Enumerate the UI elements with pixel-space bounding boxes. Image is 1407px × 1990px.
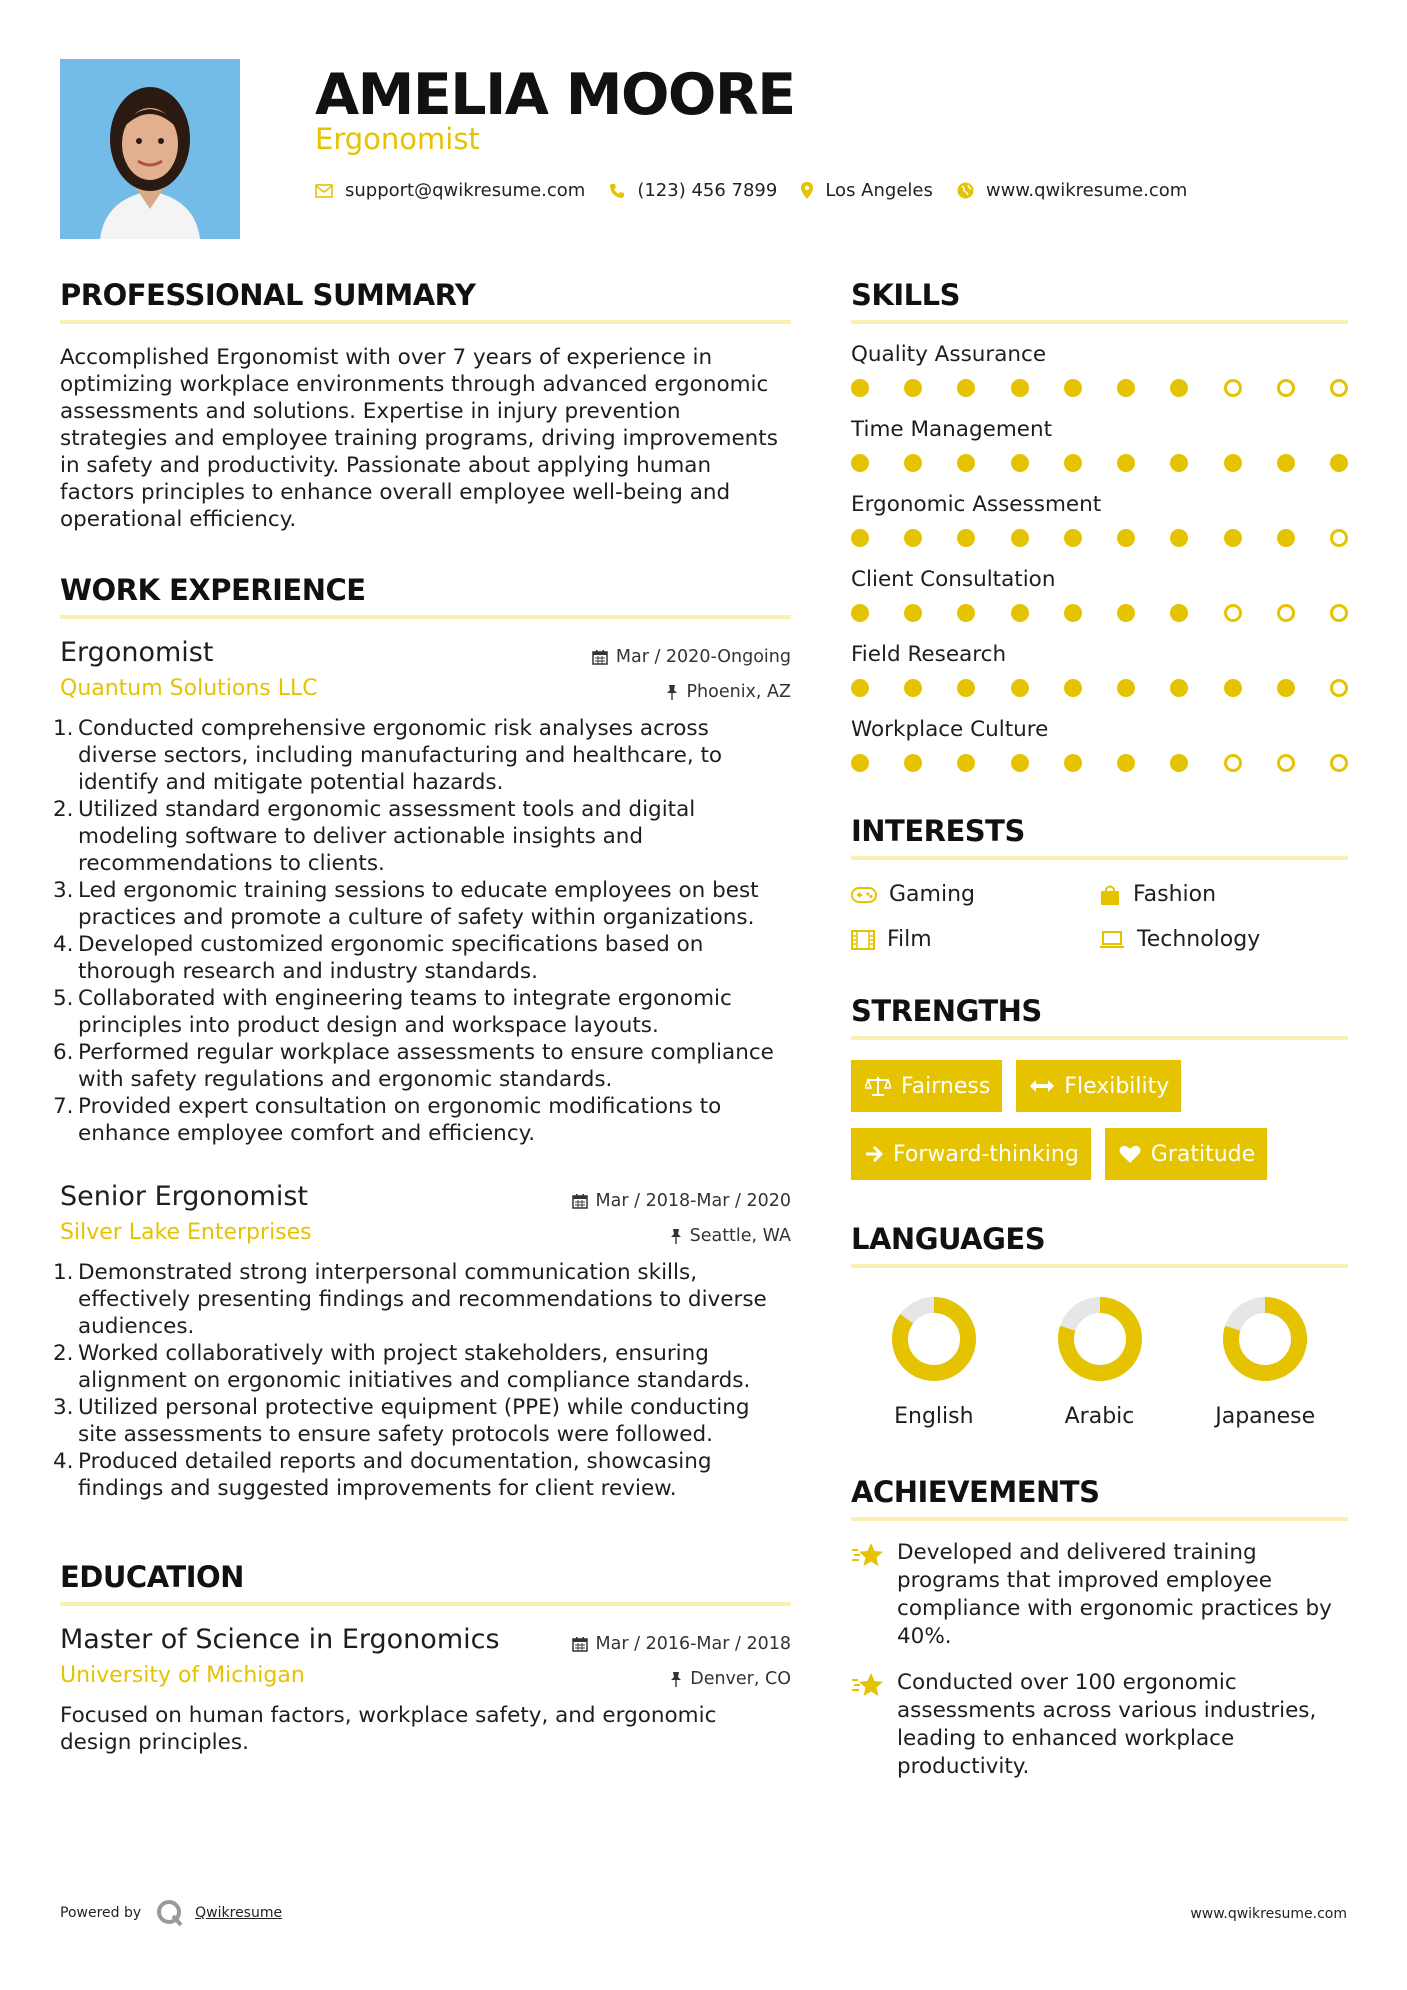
skill-rating: [851, 754, 1348, 772]
list-item: 2. Utilized standard ergonomic assessment tools and digital modeling software to deliver actionable insights and recommendations to clients.: [53, 797, 696, 876]
rating-dot-filled: [1277, 454, 1295, 472]
rating-dot-filled: [1170, 379, 1188, 397]
rating-dot-filled: [1277, 679, 1295, 697]
balance-scale-icon: [865, 1075, 891, 1097]
interest-item: [851, 927, 1099, 952]
contact-bar: [315, 180, 1211, 201]
footer-website[interactable]: www.qwikresume.com: [1190, 1906, 1347, 1922]
language-name: Japanese: [1215, 1404, 1316, 1429]
rating-dot-filled: [1170, 454, 1188, 472]
skills-list: [851, 342, 1348, 772]
rating-dot-filled: [957, 754, 975, 772]
skill-name: Field Research: [851, 642, 1007, 667]
job-title: Ergonomist: [60, 637, 214, 668]
education-date: [572, 1634, 791, 1654]
rating-dot-filled: [851, 379, 869, 397]
rating-dot-empty: [1224, 604, 1242, 622]
language-item: [851, 1296, 1017, 1429]
language-item: [1182, 1296, 1348, 1429]
rating-dot-filled: [957, 679, 975, 697]
rating-dot-filled: [1064, 379, 1082, 397]
calendar-icon: [592, 649, 608, 665]
footer-powered-by: [60, 1898, 282, 1928]
language-donut: [891, 1296, 977, 1382]
job-location-text: Phoenix, AZ: [686, 682, 791, 702]
skill-name: Quality Assurance: [851, 342, 1047, 367]
rating-dot-filled: [904, 454, 922, 472]
gamepad-icon: [851, 887, 877, 903]
language-name: Arabic: [1064, 1404, 1135, 1429]
skill-rating: [851, 454, 1348, 472]
rating-dot-empty: [1330, 379, 1348, 397]
interest-item: [1099, 927, 1347, 952]
rating-dot-filled: [904, 379, 922, 397]
rating-dot-empty: [1277, 604, 1295, 622]
interest-label: Film: [887, 927, 932, 952]
language-donut: [1222, 1296, 1308, 1382]
skill-name: Time Management: [851, 417, 1053, 442]
rating-dot-filled: [851, 529, 869, 547]
star-achievement-icon: [851, 1671, 885, 1699]
profile-photo: [60, 59, 240, 239]
contact-email[interactable]: [315, 180, 585, 201]
rating-dot-filled: [1011, 379, 1029, 397]
rating-dot-filled: [1330, 454, 1348, 472]
rating-dot-filled: [904, 679, 922, 697]
skill-item: [851, 342, 1348, 397]
pushpin-icon: [670, 1228, 682, 1244]
language-name: English: [894, 1404, 974, 1429]
skill-rating: [851, 529, 1348, 547]
rating-dot-filled: [1170, 679, 1188, 697]
language-donut: [1057, 1296, 1143, 1382]
list-item: 5. Collaborated with engineering teams to integrate ergonomic principles into product design and workspace layouts.: [53, 986, 732, 1038]
rating-dot-filled: [851, 754, 869, 772]
rating-dot-filled: [1117, 604, 1135, 622]
arrows-horizontal-icon: [1030, 1079, 1054, 1093]
education-date-text: Mar / 2016-Mar / 2018: [595, 1634, 791, 1654]
contact-phone[interactable]: [609, 180, 777, 201]
strength-chip: [1105, 1128, 1267, 1180]
skill-item: [851, 717, 1348, 772]
interests-list: [851, 882, 1348, 952]
interest-label: Fashion: [1133, 882, 1217, 907]
achievement-text: Conducted over 100 ergonomic assessments across various industries, leading to enhanced workplace productivity.: [897, 1670, 1317, 1779]
rating-dot-empty: [1330, 529, 1348, 547]
phone-icon: [609, 183, 625, 199]
rating-dot-empty: [1330, 604, 1348, 622]
calendar-icon: [572, 1193, 588, 1209]
rating-dot-filled: [904, 604, 922, 622]
pushpin-icon: [666, 684, 678, 700]
job-location: [666, 682, 791, 702]
rating-dot-filled: [851, 604, 869, 622]
pushpin-icon: [670, 1671, 682, 1687]
shopping-bag-icon: [1099, 884, 1121, 906]
job-location-text: Seattle, WA: [689, 1226, 791, 1246]
arrow-right-icon: [865, 1145, 883, 1163]
contact-email-text: support@qwikresume.com: [345, 180, 586, 201]
rating-dot-filled: [1064, 679, 1082, 697]
rating-dot-filled: [904, 529, 922, 547]
contact-phone-text: (123) 456 7899: [637, 180, 778, 201]
rating-dot-filled: [1117, 454, 1135, 472]
rating-dot-filled: [904, 754, 922, 772]
interest-item: [851, 882, 1099, 907]
skill-name: Ergonomic Assessment: [851, 492, 1102, 517]
map-marker-icon: [801, 182, 813, 199]
rating-dot-empty: [1224, 754, 1242, 772]
rating-dot-filled: [1011, 679, 1029, 697]
rating-dot-filled: [1011, 754, 1029, 772]
list-item: 1. Demonstrated strong interpersonal communication skills, effectively presenting findings and recommendations to diverse audiences.: [53, 1260, 767, 1339]
powered-by-text: Powered by: [60, 1905, 142, 1921]
profile-photo-image: [60, 59, 240, 239]
rating-dot-filled: [1117, 754, 1135, 772]
rating-dot-filled: [1170, 529, 1188, 547]
candidate-role: Ergonomist: [315, 122, 480, 156]
rating-dot-filled: [851, 454, 869, 472]
rating-dot-empty: [1277, 379, 1295, 397]
education-location: [670, 1669, 791, 1689]
job-bullets: [53, 1259, 791, 1502]
contact-website-text: www.qwikresume.com: [985, 180, 1188, 201]
qwikresume-link[interactable]: Qwikresume: [195, 1905, 283, 1921]
skill-rating: [851, 379, 1348, 397]
rating-dot-filled: [1117, 529, 1135, 547]
strength-label: Gratitude: [1150, 1141, 1256, 1167]
strengths-list: [851, 1060, 1348, 1196]
rating-dot-filled: [1224, 529, 1242, 547]
job-entry: [53, 637, 791, 1147]
rating-dot-filled: [957, 454, 975, 472]
rating-dot-filled: [1064, 604, 1082, 622]
languages-list: [851, 1296, 1348, 1429]
skill-item: [851, 567, 1348, 622]
job-date: [592, 647, 791, 667]
school-name: University of Michigan: [60, 1663, 305, 1688]
rating-dot-filled: [1117, 379, 1135, 397]
strength-chip: [851, 1060, 1002, 1112]
job-entry: [53, 1181, 791, 1502]
list-item: 3. Utilized personal protective equipment (PPE) while conducting site assessments to ensure safety protocols were followed.: [53, 1395, 750, 1447]
strength-label: Fairness: [901, 1073, 991, 1099]
skill-item: [851, 642, 1348, 697]
rating-dot-filled: [1011, 604, 1029, 622]
rating-dot-filled: [1064, 454, 1082, 472]
list-item: 7. Provided expert consultation on ergonomic modifications to enhance employee comfort and efficiency.: [53, 1094, 722, 1146]
strengths-heading: STRENGTHS: [851, 994, 1348, 1040]
contact-website[interactable]: [957, 180, 1187, 201]
rating-dot-empty: [1277, 754, 1295, 772]
list-item: 1. Conducted comprehensive ergonomic risk analyses across diverse sectors, including manufacturing and healthcare, to identify and mitigate potential hazards.: [53, 716, 723, 795]
rating-dot-filled: [1064, 529, 1082, 547]
achievements-heading: ACHIEVEMENTS: [851, 1475, 1348, 1521]
list-item: 4. Produced detailed reports and documentation, showcasing findings and suggested improvements for client review.: [53, 1449, 712, 1501]
list-item: 3. Led ergonomic training sessions to educate employees on best practices and promote a culture of safety within organizations.: [53, 878, 759, 930]
education-heading: EDUCATION: [60, 1560, 791, 1606]
rating-dot-filled: [1011, 454, 1029, 472]
education-description: Focused on human factors, workplace safety, and ergonomic design principles.: [60, 1703, 717, 1755]
strength-chip: [1016, 1060, 1181, 1112]
calendar-icon: [572, 1636, 588, 1652]
star-achievement-icon: [851, 1541, 885, 1569]
rating-dot-filled: [957, 379, 975, 397]
achievement-item: [851, 1669, 1348, 1781]
rating-dot-filled: [1170, 754, 1188, 772]
contact-location: [801, 180, 933, 201]
left-column: [53, 278, 791, 1756]
rating-dot-filled: [957, 529, 975, 547]
job-company: Quantum Solutions LLC: [60, 676, 318, 701]
skill-item: [851, 492, 1348, 547]
skill-name: Workplace Culture: [851, 717, 1049, 742]
education-location-text: Denver, CO: [690, 1669, 791, 1689]
job-bullets: [53, 715, 791, 1147]
achievement-text: Developed and delivered training programs that improved employee compliance with ergonomic practices by 40%.: [897, 1540, 1332, 1649]
language-item: [1017, 1296, 1183, 1429]
rating-dot-filled: [957, 604, 975, 622]
strength-label: Forward-thinking: [893, 1141, 1079, 1167]
rating-dot-filled: [1224, 679, 1242, 697]
job-date-text: Mar / 2018-Mar / 2020: [595, 1191, 791, 1211]
languages-heading: LANGUAGES: [851, 1222, 1348, 1268]
skills-heading: SKILLS: [851, 278, 1348, 324]
degree-title: Master of Science in Ergonomics: [60, 1624, 500, 1655]
interest-label: Gaming: [889, 882, 975, 907]
rating-dot-filled: [851, 679, 869, 697]
skill-item: [851, 417, 1348, 472]
strength-label: Flexibility: [1064, 1073, 1170, 1099]
candidate-name: AMELIA MOORE: [315, 62, 795, 128]
interest-item: [1099, 882, 1347, 907]
rating-dot-filled: [1277, 529, 1295, 547]
skill-rating: [851, 604, 1348, 622]
skill-rating: [851, 679, 1348, 697]
education-entry: [60, 1624, 791, 1756]
rating-dot-filled: [1117, 679, 1135, 697]
rating-dot-empty: [1224, 379, 1242, 397]
heart-icon: [1119, 1144, 1141, 1164]
list-item: 6. Performed regular workplace assessments to ensure compliance with safety regulations and ergonomic standards.: [53, 1040, 774, 1092]
summary-heading: PROFESSIONAL SUMMARY: [60, 278, 791, 324]
list-item: 2. Worked collaboratively with project stakeholders, ensuring alignment on ergonomic initiatives and compliance standards.: [53, 1341, 751, 1393]
laptop-icon: [1099, 931, 1125, 949]
job-title: Senior Ergonomist: [60, 1181, 308, 1212]
rating-dot-empty: [1330, 754, 1348, 772]
strength-chip: [851, 1128, 1091, 1180]
qwikresume-logo-icon: [155, 1898, 185, 1928]
rating-dot-empty: [1330, 679, 1348, 697]
interest-label: Technology: [1137, 927, 1261, 952]
achievement-item: [851, 1539, 1348, 1651]
interests-heading: INTERESTS: [851, 814, 1348, 860]
contact-location-text: Los Angeles: [825, 180, 933, 201]
skill-name: Client Consultation: [851, 567, 1056, 592]
rating-dot-filled: [1224, 454, 1242, 472]
job-location: [670, 1226, 791, 1246]
film-icon: [851, 930, 875, 950]
globe-icon: [957, 182, 974, 199]
envelope-icon: [315, 184, 333, 198]
job-company: Silver Lake Enterprises: [60, 1220, 312, 1245]
job-date: [572, 1191, 791, 1211]
list-item: 4. Developed customized ergonomic specifications based on thorough research and industry standards.: [53, 932, 704, 984]
job-date-text: Mar / 2020-Ongoing: [615, 647, 791, 667]
rating-dot-filled: [1011, 529, 1029, 547]
summary-text: Accomplished Ergonomist with over 7 years of experience in optimizing workplace environments through advanced ergonomic assessments and solutions. Expertise in injury prevention strategies and employee training programs, driving improvements in safety and productivity. Passionate about applying human factors principles to enhance overall employee well-being and operational efficiency.: [60, 345, 778, 532]
right-column: [851, 278, 1348, 1781]
experience-heading: WORK EXPERIENCE: [60, 573, 791, 619]
rating-dot-filled: [1064, 754, 1082, 772]
rating-dot-filled: [1170, 604, 1188, 622]
